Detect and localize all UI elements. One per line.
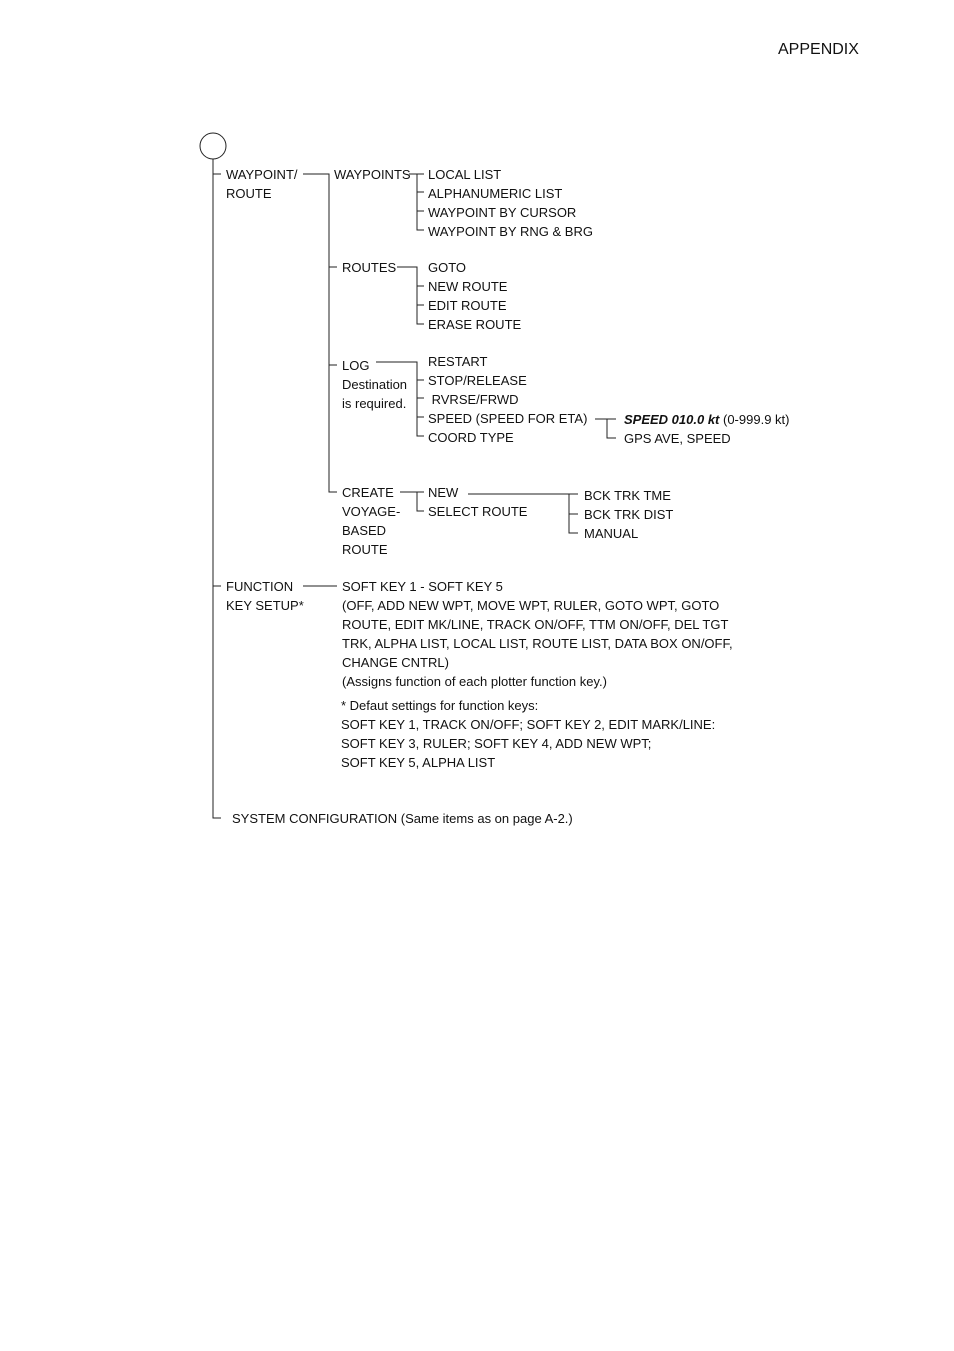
speed-option-manual	[624, 410, 789, 429]
waypoints-item-local-list: LOCAL LIST	[428, 167, 502, 182]
function-key-defaults	[341, 696, 715, 772]
function-key-line: (OFF, ADD NEW WPT, MOVE WPT, RULER, GOTO WPT, GOTO	[342, 598, 720, 613]
node-waypoint-route-line1: WAYPOINT/	[226, 167, 298, 182]
speed-options	[624, 410, 789, 448]
defaults-line: SOFT KEY 5, ALPHA LIST	[341, 755, 496, 770]
waypoints-item-alphanumeric-list: ALPHANUMERIC LIST	[428, 186, 563, 201]
log-item-restart: RESTART	[428, 354, 488, 369]
node-waypoints: WAYPOINTS	[334, 167, 411, 182]
voyage-new-options	[584, 486, 673, 543]
log-items	[428, 352, 587, 447]
routes-item-erase-route: ERASE ROUTE	[428, 317, 522, 332]
log-item-speed: SPEED (SPEED FOR ETA)	[428, 411, 588, 426]
log-item-coord-type: COORD TYPE	[428, 430, 514, 445]
voyage-option-bck-trk-tme: BCK TRK TME	[584, 488, 671, 503]
node-log-line1: LOG	[342, 358, 370, 373]
node-function-key-line1: FUNCTION	[226, 579, 294, 594]
start-circle	[200, 133, 226, 159]
function-key-line: SOFT KEY 1 - SOFT KEY 5	[342, 579, 503, 594]
voyage-items	[428, 483, 527, 521]
trunk-line	[213, 159, 221, 818]
node-waypoint-route-line2: ROUTE	[226, 186, 272, 201]
speed-option-gps: GPS AVE, SPEED	[624, 431, 731, 446]
routes-item-goto: GOTO	[428, 260, 467, 275]
function-key-line: (Assigns function of each plotter function key.)	[342, 674, 607, 689]
defaults-line: * Defaut settings for function keys:	[341, 698, 539, 713]
function-key-description	[342, 577, 733, 691]
voyage-option-bck-trk-dist: BCK TRK DIST	[584, 507, 674, 522]
speed-range: (0-999.9 kt)	[719, 412, 790, 427]
log-item-stop-release: STOP/RELEASE	[428, 373, 527, 388]
function-key-line: ROUTE, EDIT MK/LINE, TRACK ON/OFF, TTM ON/OFF, DEL TGT	[342, 617, 729, 632]
waypoints-item-by-cursor: WAYPOINT BY CURSOR	[428, 205, 577, 220]
waypoints-item-by-rng-brg: WAYPOINT BY RNG & BRG	[428, 224, 593, 239]
routes-item-new-route: NEW ROUTE	[428, 279, 508, 294]
node-function-key-line2: KEY SETUP*	[226, 598, 304, 613]
node-voyage-line2: VOYAGE-	[342, 504, 401, 519]
node-create-voyage	[342, 483, 400, 559]
node-log-line3: is required.	[342, 396, 407, 411]
waypoints-items	[428, 165, 593, 241]
defaults-line: SOFT KEY 1, TRACK ON/OFF; SOFT KEY 2, EDIT MARK/LINE:	[341, 717, 716, 732]
voyage-item-new: NEW	[428, 485, 459, 500]
node-voyage-line1: CREATE	[342, 485, 394, 500]
routes-items	[428, 258, 521, 334]
function-key-line: TRK, ALPHA LIST, LOCAL LIST, ROUTE LIST, DATA BOX ON/OFF,	[342, 636, 733, 651]
node-function-key-setup	[226, 577, 304, 615]
speed-value: SPEED 010.0 kt	[624, 412, 720, 427]
node-voyage-line4: ROUTE	[342, 542, 388, 557]
node-voyage-line3: BASED	[342, 523, 387, 538]
function-key-line: CHANGE CNTRL)	[342, 655, 449, 670]
voyage-option-manual: MANUAL	[584, 526, 639, 541]
routes-item-edit-route: EDIT ROUTE	[428, 298, 507, 313]
log-item-rvrse-frwd: RVRSE/FRWD	[428, 392, 519, 407]
node-log-line2: Destination	[342, 377, 408, 392]
node-waypoint-route	[226, 165, 298, 203]
defaults-line: SOFT KEY 3, RULER; SOFT KEY 4, ADD NEW WPT;	[341, 736, 652, 751]
node-log	[342, 356, 407, 413]
node-routes: ROUTES	[342, 260, 397, 275]
page-header-appendix: APPENDIX	[778, 41, 859, 58]
node-system-configuration: SYSTEM CONFIGURATION (Same items as on page A-2.)	[232, 811, 573, 826]
voyage-item-select-route: SELECT ROUTE	[428, 504, 528, 519]
